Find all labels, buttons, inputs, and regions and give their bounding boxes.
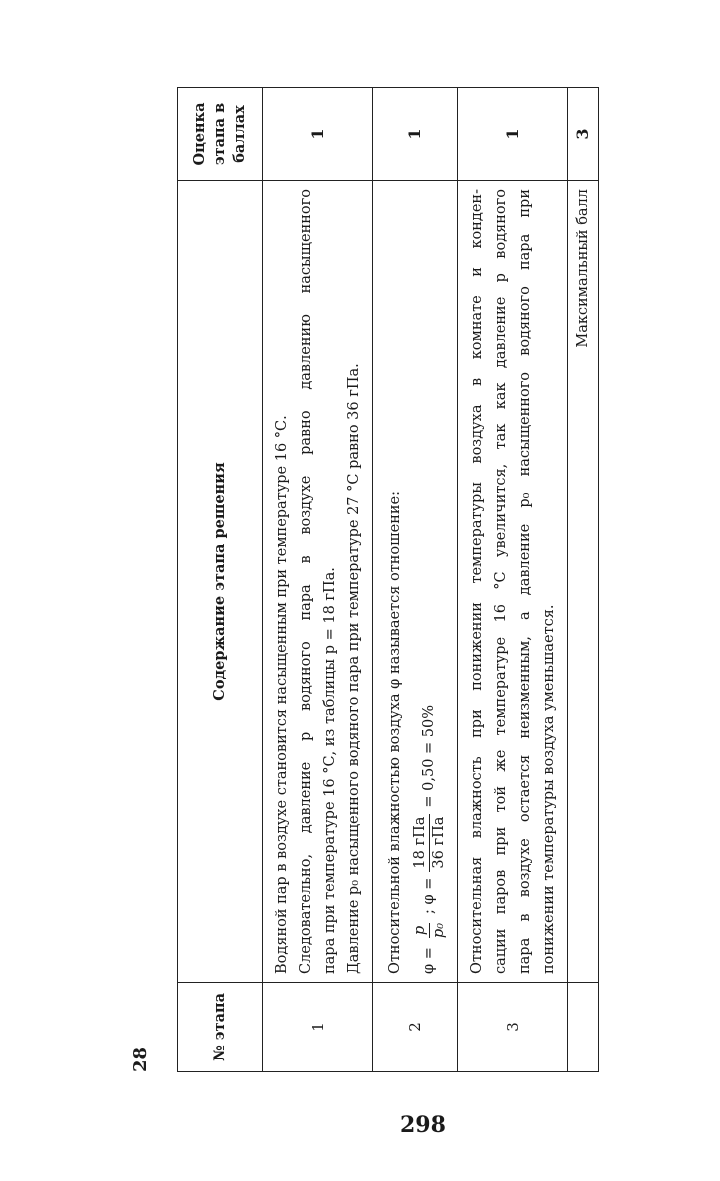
formula-separator: ; φ = [421, 877, 437, 914]
content-line: Относительная влажность при понижении температуры воздуха в комнате и конден- [468, 189, 485, 974]
formula-result: = 0,50 = 50% [421, 704, 437, 808]
content-line: сации паров при той же температуре 16 °С увеличится, так как давление p водяного [492, 189, 509, 974]
fraction-numerator: 18 гПа [411, 814, 430, 872]
table-row [458, 88, 568, 1072]
rotated-page-content [130, 87, 592, 1072]
header-score: Оценка этапа в баллах [178, 88, 263, 181]
step-content [373, 181, 458, 983]
table-row [373, 88, 458, 1072]
header-step: № этапа [178, 983, 263, 1072]
step-score: 1 [458, 88, 568, 181]
formula-lhs: φ = [421, 947, 437, 974]
fraction-values [411, 814, 448, 872]
step-number: 1 [263, 983, 373, 1072]
content-line: понижении температуры воздуха уменьшается. [540, 604, 557, 974]
content-line: пара в воздухе остается неизменным, а давление p₀ насыщенного водяного пара при [516, 189, 533, 974]
content-line: Относительной влажностью воздуха φ называется отношение: [386, 491, 403, 974]
content-line: Давление p₀ насыщенного водяного пара при температуре 27 °С равно 36 гПа. [345, 363, 362, 974]
header-content: Содержание этапа решения [178, 181, 263, 983]
fraction-denominator: 36 гПа [430, 816, 447, 869]
solution-table [177, 87, 599, 1072]
content-line: Следовательно, давление p водяного пара в воздухе равно давлению насыщенного [297, 189, 314, 974]
max-score-label: Максимальный балл [568, 181, 599, 983]
problem-number: 28 [130, 1046, 151, 1072]
step-score: 1 [373, 88, 458, 181]
table-header-row [178, 88, 263, 1072]
fraction-numerator: p [411, 923, 430, 938]
fraction-p-over-p0 [411, 920, 448, 941]
step-score: 1 [263, 88, 373, 181]
table-total-row [568, 88, 599, 1072]
content-line: Водяной пар в воздухе становится насыщенным при температуре 16 °С. [273, 415, 290, 974]
max-score-value: 3 [568, 88, 599, 181]
fraction-denominator: p₀ [430, 922, 447, 939]
content-line: пара при температуре 16 °С, из таблицы p = 18 гПа. [321, 567, 338, 974]
humidity-formula [411, 189, 448, 974]
empty-cell [568, 983, 599, 1072]
table-row [263, 88, 373, 1072]
step-number: 2 [373, 983, 458, 1072]
step-content [263, 181, 373, 983]
step-number: 3 [458, 983, 568, 1072]
step-content [458, 181, 568, 983]
page-number: 298 [400, 1112, 446, 1138]
